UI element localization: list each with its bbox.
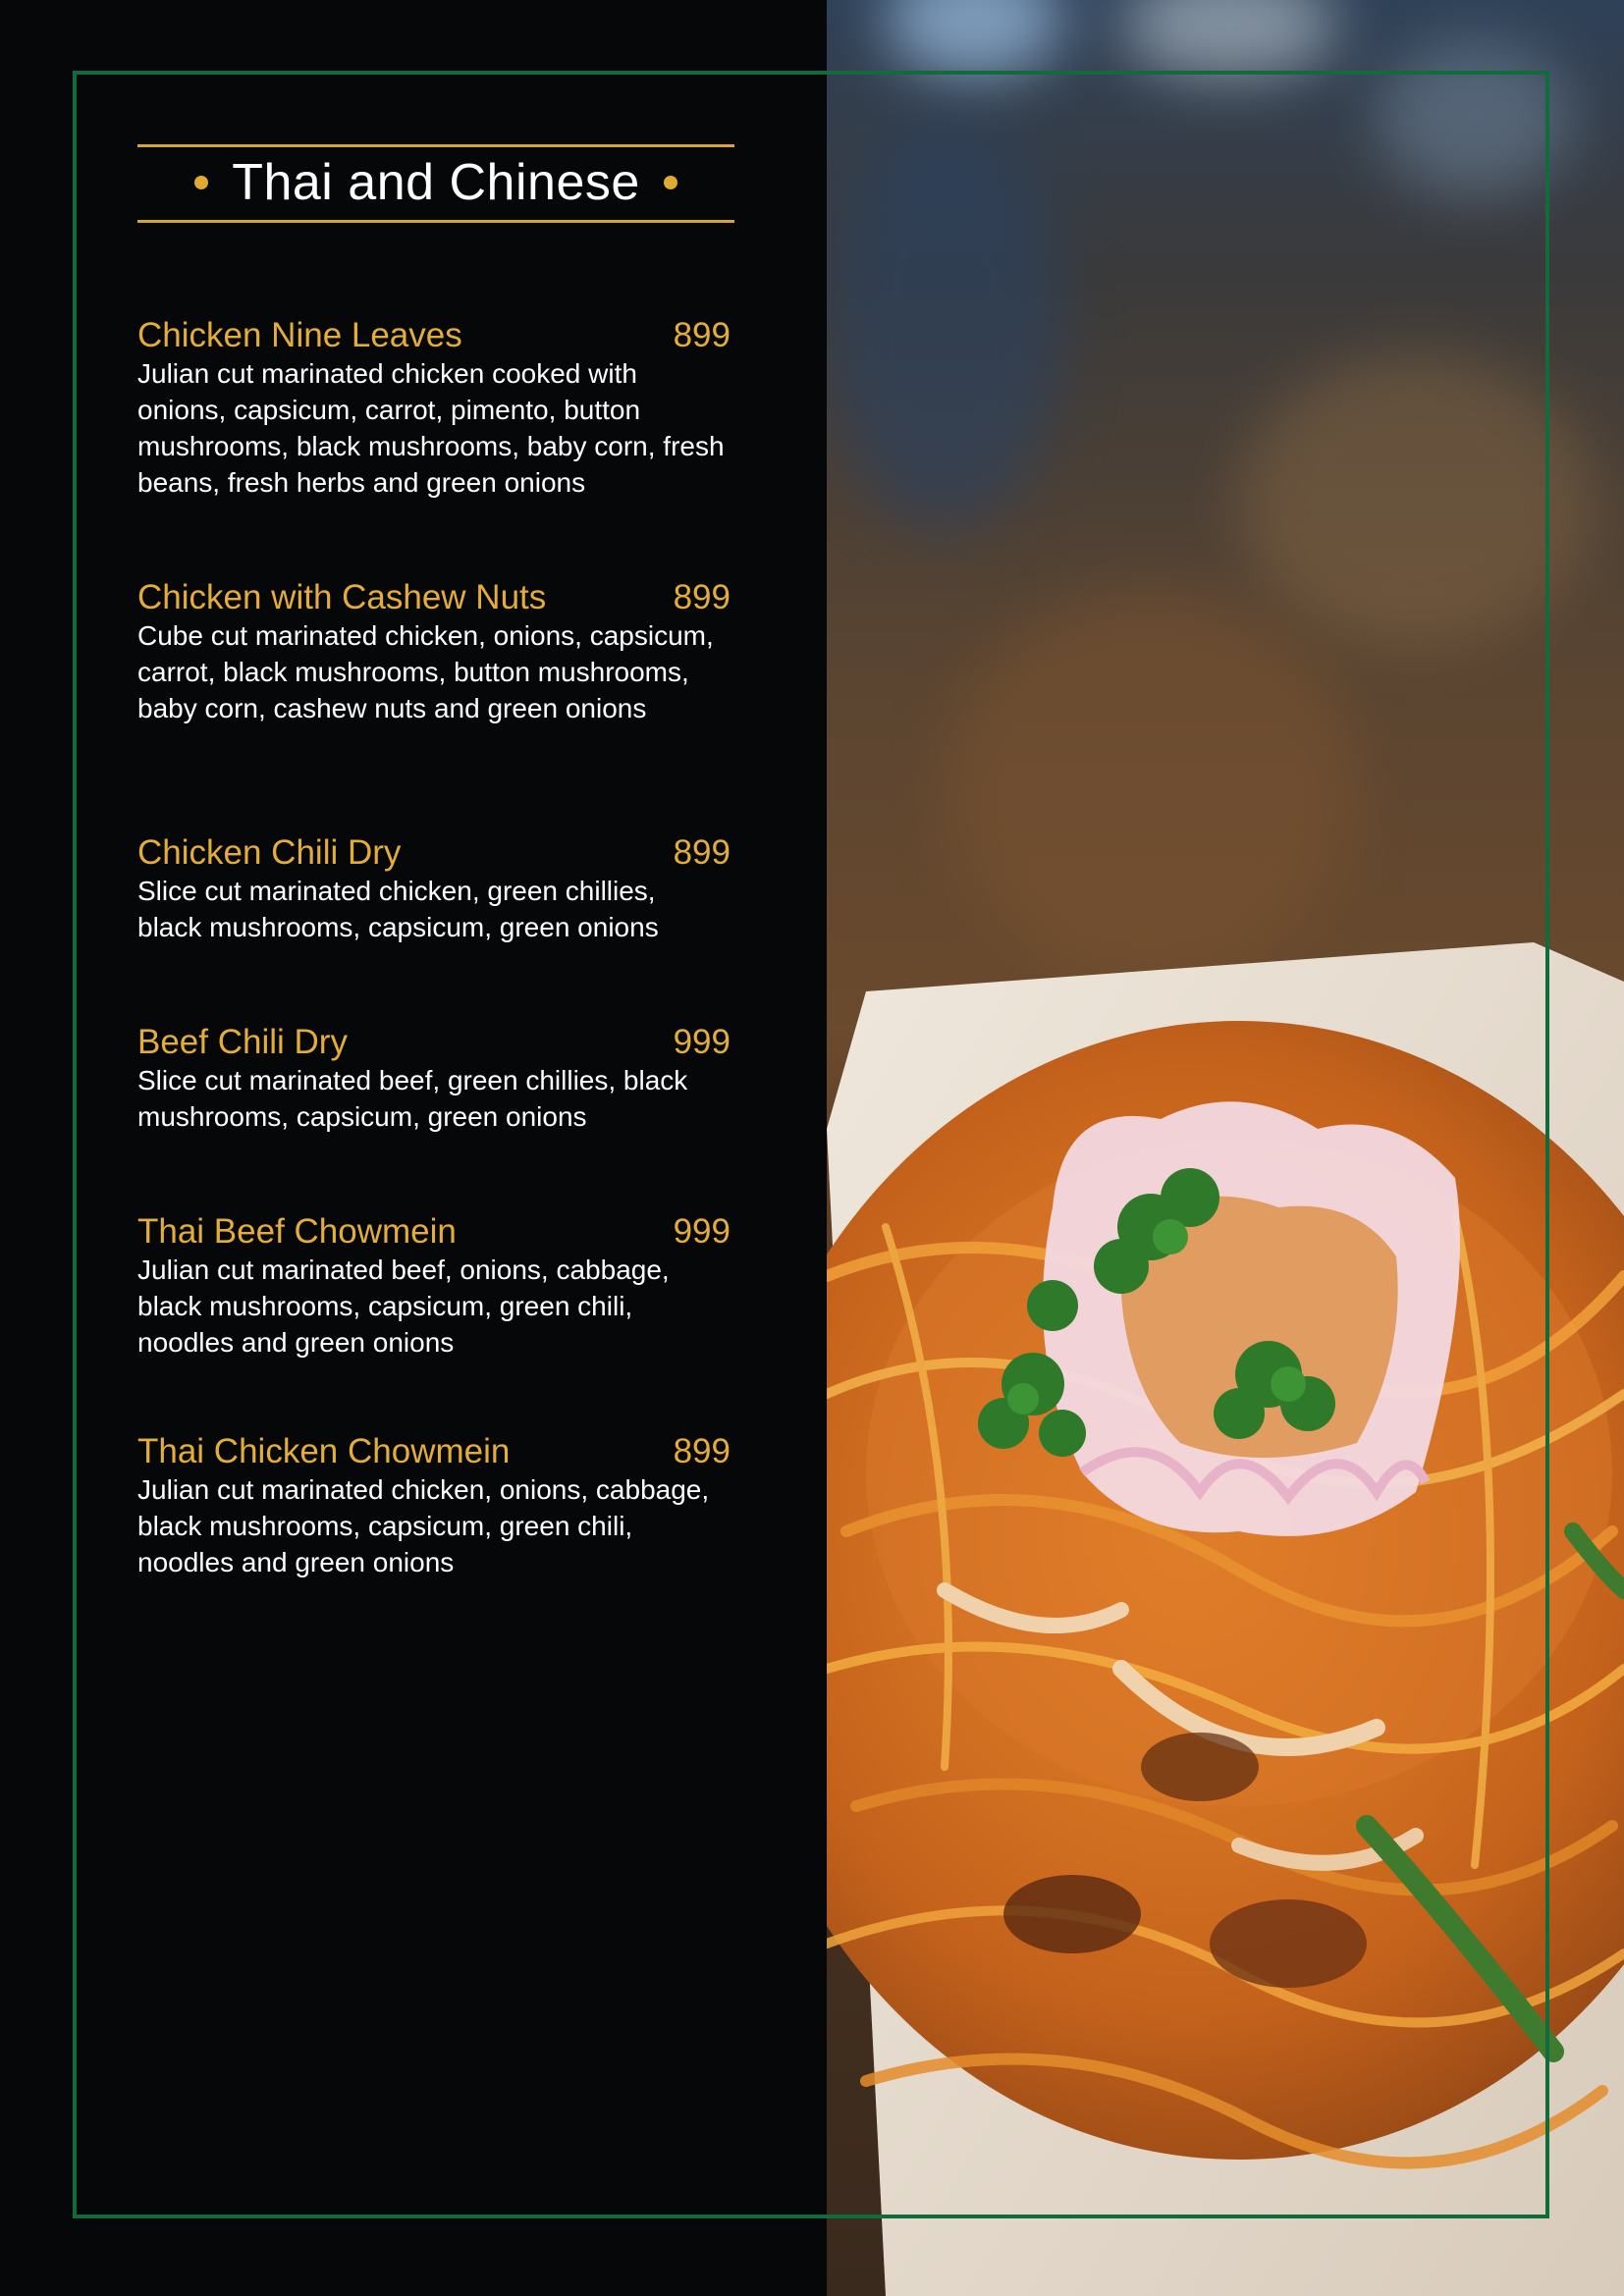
bullet-right-icon — [664, 176, 677, 189]
item-description: Julian cut marinated chicken, onions, cabbage, black mushrooms, capsicum, green chili, noodles and green onions — [137, 1474, 710, 1577]
item-name: Chicken Nine Leaves — [137, 316, 462, 354]
item-name: Beef Chili Dry — [137, 1023, 348, 1061]
section-title-text: Thai and Chinese — [232, 154, 640, 211]
item-description: Julian cut marinated chicken cooked with onions, capsicum, carrot, pimento, button mushrooms, black mushrooms, baby corn, fresh beans, fresh herbs and green onions — [137, 358, 725, 498]
bullet-left-icon — [194, 176, 208, 189]
item-name: Thai Beef Chowmein — [137, 1212, 457, 1251]
item-price: 899 — [673, 833, 731, 872]
item-name: Chicken Chili Dry — [137, 833, 402, 872]
item-description: Slice cut marinated chicken, green chillies, black mushrooms, capsicum, green onions — [137, 876, 659, 942]
item-description: Cube cut marinated chicken, onions, capsicum, carrot, black mushrooms, button mushrooms, baby corn, cashew nuts and green onions — [137, 620, 714, 723]
item-price: 899 — [673, 1432, 731, 1470]
item-name: Chicken with Cashew Nuts — [137, 578, 547, 616]
item-price: 999 — [673, 1212, 731, 1251]
item-price: 899 — [673, 578, 731, 616]
dish-illustration — [827, 0, 1624, 2296]
noodle-dish-photo — [827, 0, 1624, 2296]
menu-item — [137, 578, 736, 726]
section-title — [137, 147, 734, 218]
menu-item — [137, 1212, 736, 1361]
item-name: Thai Chicken Chowmein — [137, 1432, 511, 1470]
item-description: Julian cut marinated beef, onions, cabbage, black mushrooms, capsicum, green chili, noodles and green onions — [137, 1255, 670, 1358]
menu-item — [137, 833, 736, 945]
menu-item — [137, 1023, 736, 1135]
menu-item — [137, 1432, 736, 1580]
item-price: 899 — [673, 316, 731, 354]
item-price: 999 — [673, 1023, 731, 1061]
header-bottom-rule — [137, 220, 734, 223]
item-description: Slice cut marinated beef, green chillies, black mushrooms, capsicum, green onions — [137, 1065, 688, 1132]
menu-item — [137, 316, 736, 501]
